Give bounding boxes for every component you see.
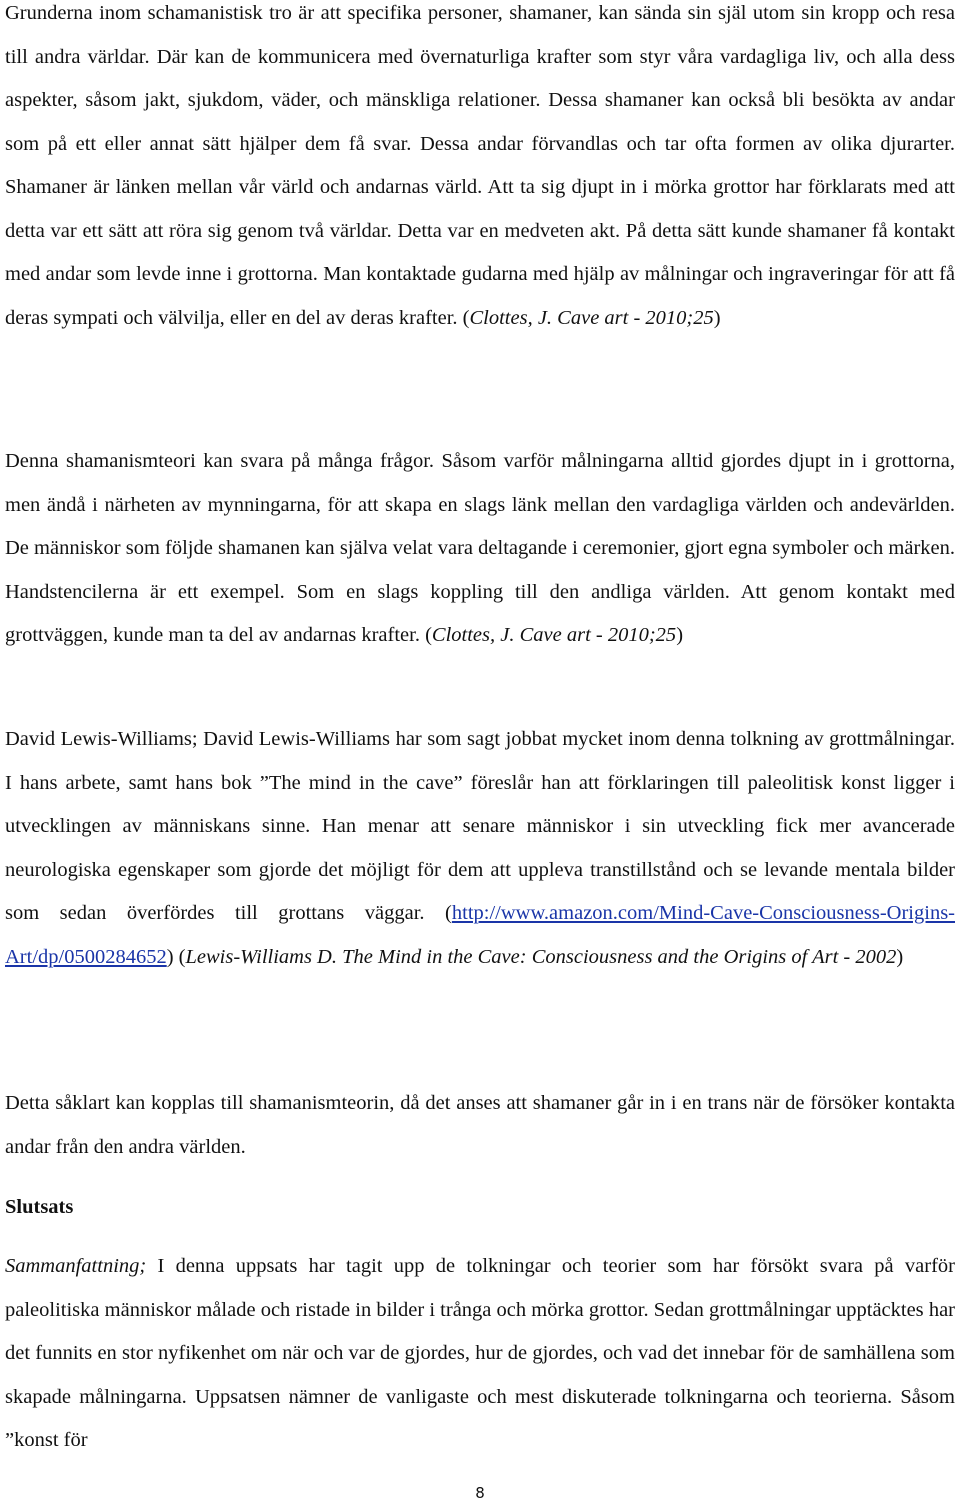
paragraph-lewis-williams <box>5 718 955 979</box>
paragraph-trans-connection <box>5 1082 955 1169</box>
citation: Lewis-Williams D. The Mind in the Cave: Consciousness and the Origins of Art - 2002 <box>185 945 897 968</box>
paragraph-summary <box>5 1245 955 1463</box>
summary-label: Sammanfattning; <box>5 1255 147 1277</box>
citation: Clottes, J. Cave art - 2010;25 <box>431 624 677 646</box>
citation-close: ) <box>676 624 684 646</box>
paragraph-shamanism-intro <box>5 0 955 340</box>
section-heading-slutsats: Slutsats <box>5 1196 74 1218</box>
paragraph-text: Grunderna inom schamanistisk tro är att specifika personer, shamaner, kan sända sin själ utom sin kropp och resa till andra världar. Där kan de kommunicera med övernaturliga krafter som styr våra vardagliga liv, och alla dess aspekter, såsom jakt, sjukdom, väder, och mänskliga relationer. Dessa shamaner kan också bli besökta av andar som på ett eller annat sätt hjälper dem få svar. Dessa andar förvandlas och tar ofta formen av olika djurarter. Shamaner är länken mellan vår värld och andarnas värld. Att ta sig djupt in i mörka grottor har förklarats med att detta var ett sätt att röra sig genom två världar. Detta var en medveten akt. På detta sätt kunde shamaner få kontakt med andar som levde inne i grottorna. Man kontaktade gudarna med hjälp av målningar och ingraveringar för att få deras sympati och välvilja, eller en del av deras krafter. ( <box>5 2 955 329</box>
citation-close: ) <box>896 945 904 968</box>
page-number: 8 <box>475 1484 485 1502</box>
amazon-link[interactable]: http://www.amazon.com/Mind-Cave-Consciousness-Origins-Art/dp/0500284652 <box>5 902 955 968</box>
paragraph-shamanism-theory <box>5 440 955 658</box>
paragraph-text: Denna shamanismteori kan svara på många frågor. Såsom varför målningarna alltid gjordes djupt in i grottorna, men ändå i närheten av mynningarna, för att skapa en slags länk mellan den vardagliga världen och andevärlden. De människor som följde shamanen kan själva velat vara deltagande i ceremonier, gjort egna symboler och märken. Handstencilerna är ett exempel. Som en slags koppling till den andliga världen. Att genom kontakt med grottväggen, kunde man ta del av andarnas krafter. ( <box>5 450 955 646</box>
paragraph-text: David Lewis-Williams; David Lewis-Williams har som sagt jobbat mycket inom denna tolkning av grottmålningar. I hans arbete, samt hans bok ”The mind in the cave” föreslår han att förklaringen till paleolitisk konst ligger i utvecklingen av människans sinne. Han menar att senare människor i sin utveckling fick mer avancerade neurologiska egenskaper som gjorde det möjligt för dem att uppleva transtillstånd och se levande mentala bilder som sedan överfördes till grottans väggar. ( <box>5 728 955 924</box>
citation: Clottes, J. Cave art - 2010;25 <box>469 306 714 329</box>
paragraph-text: Detta såklart kan kopplas till shamanismteorin, då det anses att shamaner går in i en trans när de försöker kontakta andar från den andra världen. <box>5 1092 955 1158</box>
citation-close: ) <box>713 306 721 329</box>
paragraph-text: I denna uppsats har tagit upp de tolkningar och teorier som har försökt svara på varför paleolitiska människor målade och ristade in bilder i trånga och mörka grottor. Sedan grottmålningar upptäcktes har det funnits en stor nyfikenhet om när och var de gjordes, hur de gjordes, och vad det innebar för de samhällena som skapade målningarna. Uppsatsen nämner de vanligaste och mest diskuterade tolkningarna och teorierna. Såsom ”konst för <box>5 1255 955 1451</box>
separator-text: ) ( <box>166 945 186 968</box>
